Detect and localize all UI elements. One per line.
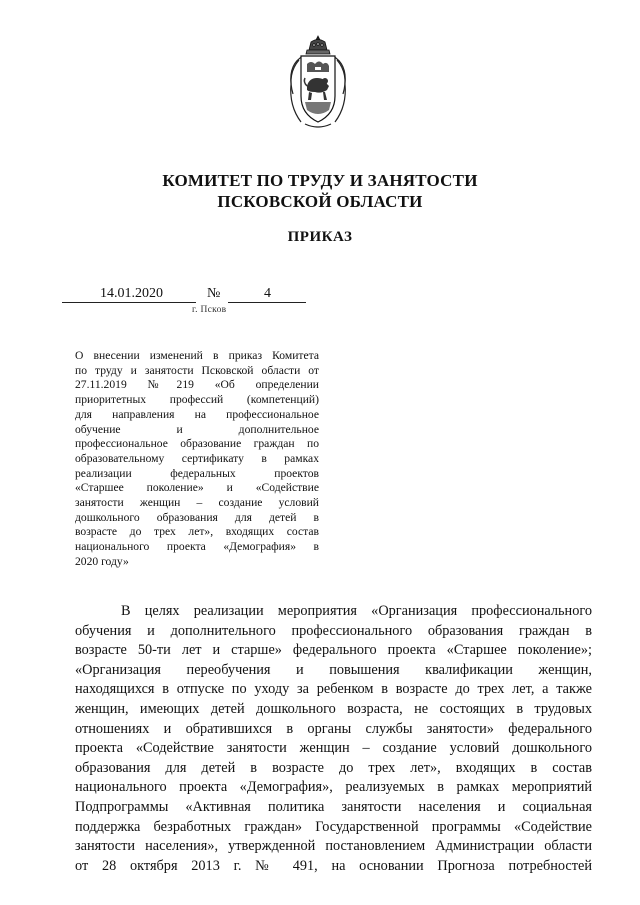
document-city: г. Псков [192, 305, 227, 315]
body-line: национального проекта «Демография», реализуемых в рамках мероприятий [75, 779, 592, 796]
body-line: возрасте 50-ти лет и старше» федерального проекта «Старшее поколение»; [75, 642, 592, 659]
coat-of-arms-emblem [281, 34, 355, 132]
body-line: «Организация переобучения и повышения квалификации женщин, [75, 661, 592, 678]
subject-line: реализации федеральных проектов [75, 466, 319, 480]
document-type-title: ПРИКАЗ [287, 229, 353, 245]
body-line: Подпрограммы «Активная политика занятости населения и социальная [75, 798, 592, 815]
body-line: отношениях и обратившихся в органы службы занятости» федерального [75, 720, 592, 737]
number-underline [228, 302, 306, 303]
body-line: от 28 октября 2013 г. № 491, на основании Прогноза потребностей [75, 857, 592, 874]
subject-line: возрасте до трех лет», входящих состав [75, 525, 319, 539]
body-line: занятости населения», утвержденной постановлением Администрации области [75, 838, 592, 855]
number-sign: № [207, 286, 221, 301]
subject-line: образовательному сертификату в рамках [75, 451, 319, 465]
body-line: поддержка безработных граждан» Государственной программы «Содействие [75, 818, 592, 835]
order-body-paragraph [75, 602, 592, 876]
subject-line: обучение и дополнительное [75, 422, 319, 436]
body-line: обучения и дополнительного профессионального образования граждан в [75, 622, 592, 639]
subject-line: для направления на профессиональное [75, 407, 319, 421]
subject-line: национального проекта «Демография» в [75, 540, 319, 554]
subject-line: «Старшее поколение» и «Содействие [75, 481, 319, 495]
body-line: проекта «Содействие занятости женщин – создание условий дошкольного [75, 740, 592, 757]
subject-line: О внесении изменений в приказ Комитета [75, 349, 319, 362]
subject-line: приоритетных профессий (компетенций) [75, 393, 319, 407]
date-underline [62, 302, 196, 303]
subject-line: 27.11.2019 №219 «Об определении [75, 378, 319, 392]
document-date: 14.01.2020 [100, 286, 163, 301]
document-number: 4 [264, 286, 271, 301]
body-line: образования для детей в возрасте до трех лет», входящих в состав [75, 759, 592, 776]
subject-line: профессиональное образование граждан по [75, 437, 319, 451]
order-subject-block [75, 349, 319, 570]
body-line: находящихся в отпуске по уходу за ребенком в возрасте до трех лет, а также [75, 681, 592, 698]
pskov-oblast-coat-of-arms-icon [281, 34, 355, 132]
body-line: В целях реализации мероприятия «Организация профессионального [121, 603, 592, 619]
subject-line: дошкольного образования для детей в [75, 510, 319, 524]
subject-line: занятости женщин – создание условий [75, 496, 319, 510]
subject-line: 2020 году» [75, 554, 129, 568]
body-line: женщин, имеющих детей дошкольного возраста, не состоящих в трудовых [75, 700, 592, 717]
organization-title-line2: ПСКОВСКОЙ ОБЛАСТИ [217, 192, 423, 211]
organization-title-line1: КОМИТЕТ ПО ТРУДУ И ЗАНЯТОСТИ [162, 171, 478, 190]
subject-line: по труду и занятости Псковской области от [75, 363, 319, 377]
